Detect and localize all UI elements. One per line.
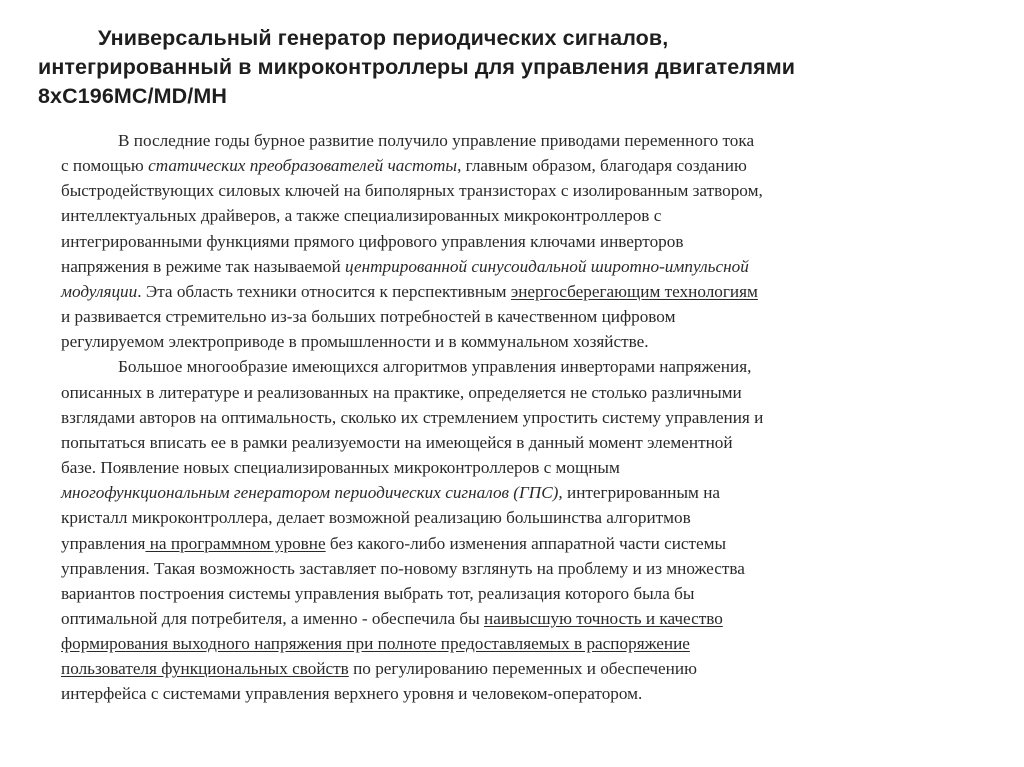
- paragraph-2-line: описанных в литературе и реализованных на практике, определяется не столько различными: [61, 382, 742, 402]
- paragraph-1-line: быстродействующих силовых ключей на биполярных транзисторах с изолированным затвором,: [61, 181, 763, 201]
- paragraph-1-line: регулируемом электроприводе в промышленности и в коммунальном хозяйстве.: [61, 332, 649, 352]
- paragraph-1-line: В последние годы бурное развитие получило управление приводами переменного тока: [118, 131, 755, 150]
- text-run: по регулированию переменных и обеспечению: [348, 659, 697, 679]
- underlined-term: пользователя функциональных свойств: [61, 659, 349, 679]
- title-line-2: интегрированный в микроконтроллеры для управления двигателями: [38, 55, 796, 79]
- paragraph-2-line: вариантов построения системы управления выбрать тот, реализация которого была бы: [61, 583, 695, 603]
- paragraph-2-line: интерфейса с системами управления верхнего уровня и человеком-оператором.: [61, 684, 643, 704]
- paragraph-1-line: [61, 254, 991, 279]
- text-run: управления: [61, 533, 146, 553]
- text-run: , главным образом, благодаря созданию: [457, 156, 747, 176]
- paragraph-1-line: и развивается стремительно из-за больших потребностей в качественном цифровом: [61, 307, 676, 327]
- body-text: [61, 128, 991, 707]
- paragraph-2-line: Большое многообразие имеющихся алгоритмов управления инверторами напряжения,: [118, 357, 752, 377]
- title-line-1: Универсальный генератор периодических сигналов,: [98, 26, 669, 50]
- italic-term: центрированной синусоидальной широтно-импульсной: [344, 256, 749, 276]
- underlined-term: энергосберегающим технологиям: [510, 281, 758, 301]
- text-run: напряжения в режиме так называемой: [61, 256, 345, 276]
- paragraph-1-line: [61, 153, 991, 178]
- paragraph-2-line: [61, 606, 991, 631]
- page-title: [38, 24, 998, 111]
- italic-term: статических преобразователей частоты: [148, 156, 458, 176]
- italic-term: модуляции: [61, 281, 138, 301]
- paragraph-1-line: [61, 279, 991, 304]
- paragraph-2-line: кристалл микроконтроллера, делает возможной реализацию большинства алгоритмов: [61, 508, 691, 528]
- underlined-term: наивысшую точность и качество: [484, 608, 723, 628]
- paragraph-2-line: базе. Появление новых специализированных микроконтроллеров с мощным: [61, 458, 620, 478]
- paragraph-2-line: управления. Такая возможность заставляет по-новому взглянуть на проблему и из множества: [61, 558, 745, 578]
- text-run: оптимальной для потребителя, а именно - обеспечила бы: [61, 608, 484, 628]
- paragraph-2-line: [61, 631, 991, 656]
- text-run: без какого-либо изменения аппаратной части системы: [325, 533, 727, 553]
- text-run: с помощью: [61, 156, 149, 176]
- underlined-term: формирования выходного напряжения при полноте предоставляемых в распоряжение: [61, 634, 690, 654]
- paragraph-2-line: [61, 531, 991, 556]
- paragraph-2-line: [61, 480, 991, 505]
- paragraph-1-line: интегрированными функциями прямого цифрового управления ключами инверторов: [61, 231, 684, 251]
- paragraph-2-line: взглядами авторов на оптимальность, сколько их стремлением упростить систему управления и: [61, 407, 764, 427]
- underlined-term: на программном уровне: [145, 533, 326, 553]
- italic-term: многофункциональным генератором периодических сигналов (ГПС),: [61, 483, 563, 503]
- paragraph-2-line: [61, 656, 991, 681]
- text-run: интегрированным на: [562, 483, 721, 503]
- paragraph-2-line: попытаться вписать ее в рамки реализуемости на имеющейся в данный момент элементной: [61, 432, 733, 452]
- paragraph-1-line: интеллектуальных драйверов, а также специализированных микроконтроллеров с: [61, 206, 662, 226]
- text-run: . Эта область техники относится к перспективным: [137, 281, 511, 301]
- title-line-3: 8хС196МС/MD/MH: [38, 84, 227, 108]
